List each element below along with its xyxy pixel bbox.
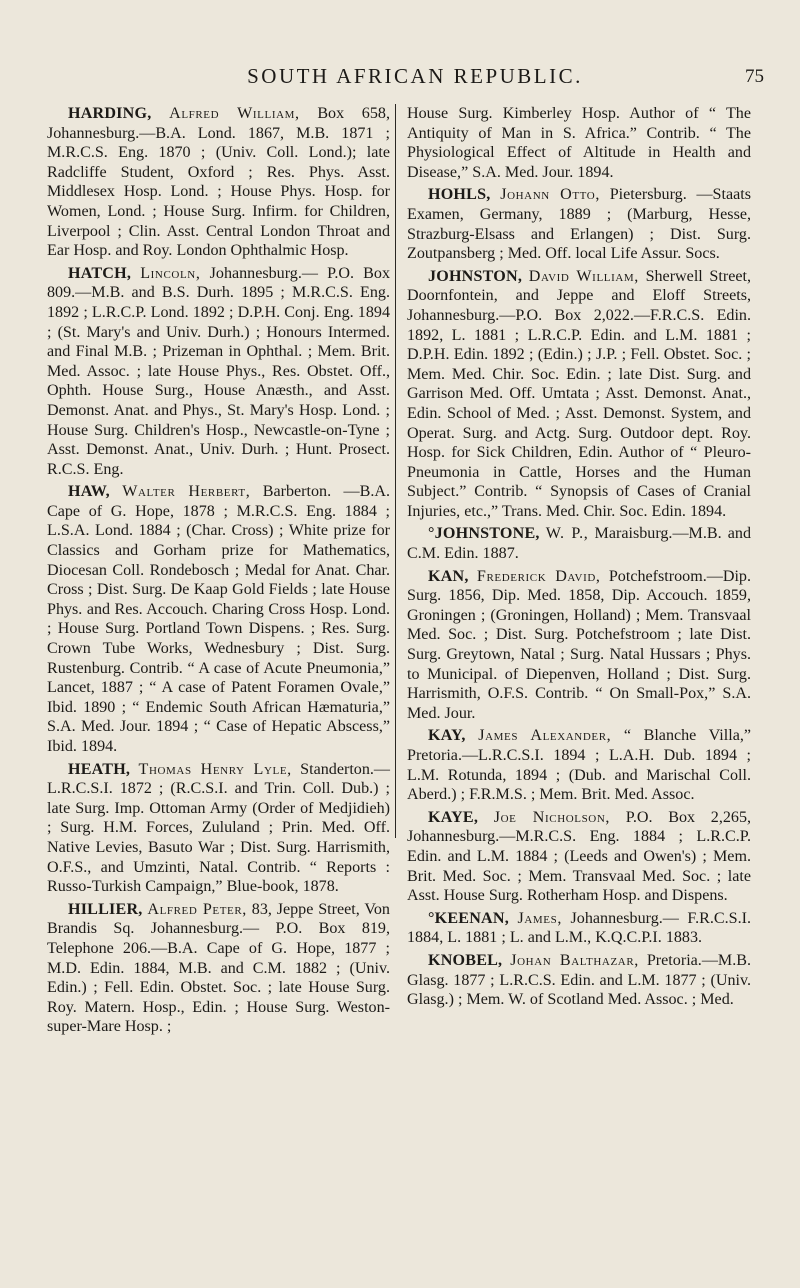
running-title: SOUTH AFRICAN REPUBLIC. xyxy=(247,64,583,88)
entry-details: House Surg. Kimberley Hosp. Author of “ The Antiquity of Man in S. Africa.” Contrib. “ The Physiological Effect of Altitude in Health and Disease,” S.A. Med. Jour. 1894. xyxy=(407,105,751,181)
entry-given-names: James, xyxy=(517,909,562,927)
directory-entry xyxy=(47,760,390,897)
entry-details: “ Blanche Villa,” Pretoria.—L.R.C.S.I. 1894 ; L.A.H. Dub. 1894 ; L.M. Rotunda, 1894 ; (Dub. and Marischal Coll. Aberd.) ; F.R.M.S. ; Mem. Brit. Med. Assoc. xyxy=(407,727,752,804)
entry-given-names: Joe Nicholson, xyxy=(493,808,611,826)
entry-surname: KAYE, xyxy=(428,808,479,826)
directory-entry xyxy=(407,909,751,948)
entry-surname: HATCH, xyxy=(68,264,132,282)
entry-given-names: Alfred William, xyxy=(169,105,300,122)
directory-entry xyxy=(407,267,751,522)
entry-surname: KAN, xyxy=(428,567,469,585)
entry-given-names: W. P., xyxy=(545,525,589,543)
entry-details: Standerton.—L.R.C.S.I. 1872 ; (R.C.S.I. and Trin. Coll. Dub.) ; late Surg. Imp. Ottoman Army (Order of Medjidieh) ; Surg. H.M. Forces, Zululand ; Prin. Med. Off. Native Levies, Basuto War ; Dist. Surg. Harrismith, O.F.S., and Umzinti, Natal. Contrib. “ Reports : Russo-Turkish Campaign,” Blue-book, 1878. xyxy=(47,760,390,896)
entry-details: Johannesburg.— P.O. Box 809.—M.B. and B.S. Durh. 1895 ; M.R.C.S. Eng. 1892 ; L.R.C.P. Lond. 1892 ; D.P.H. Conj. Eng. 1894 ; (St. Mary's and Univ. Durh.) ; Honours Intermed. and Final M.B. ; Prizeman in Ophthal. ; Mem. Brit. Med. Assoc. ; late House Phys., Res. Obstet. Off., Ophth. House Surg., House Anæsth., and Asst. Demonst. Anat. and Phys., St. Mary's Hosp. Lond. ; House Surg. Children's Hosp., Newcastle-on-Tyne ; Asst. Demonst. Anat., Univ. Durh. ; Hunt. Prosect. R.C.S. Eng. xyxy=(47,264,390,478)
entry-surname: JOHNSTON, xyxy=(428,267,523,285)
entry-given-names: James Alexander, xyxy=(478,727,612,745)
entry-given-names: Walter Herbert, xyxy=(122,483,251,501)
entry-surname: HARDING, xyxy=(68,105,152,122)
page-number: 75 xyxy=(745,66,764,87)
entry-surname: °JOHNSTONE, xyxy=(428,525,540,543)
entry-given-names: Johan Balthazar, xyxy=(510,951,639,969)
entry-details: Sherwell Street, Doornfontein, and Jeppe and Eloff Streets, Johannesburg.—P.O. Box 2,022.—F.R.C.S. Edin. 1892, L. 1881 ; L.R.C.P. Edin. and L.M. 1881 ; D.P.H. Edin. 1892 ; (Edin.) ; J.P. ; Fell. Obstet. Soc. ; Mem. Med. Chir. Soc. Edin. ; late Dist. Surg. and Garrison Med. Off. Umtata ; Asst. Demonst. Anat., Edin. School of Med. ; Asst. Demonst. System, and Operat. Surg. and Actg. Surg. Outdoor dept. Roy. Hosp. for Sick Children, Edin. Author of “ Pleuro-Pneumonia in Cattle, Horses and the Human Subject.” Contrib. “ Synopsis of Cases of Cranial Injuries, etc.,” Trans. Med. Chir. Soc. Edin. 1894. xyxy=(407,267,751,520)
entry-details: Maraisburg.—M.B. and C.M. Edin. 1887. xyxy=(407,525,751,563)
directory-entry xyxy=(47,482,390,756)
entry-surname: HEATH, xyxy=(68,760,131,778)
entry-given-names: Alfred Peter, xyxy=(147,900,247,918)
directory-entry xyxy=(407,726,751,804)
directory-entry xyxy=(407,808,751,906)
column-divider xyxy=(395,104,396,838)
directory-entry xyxy=(407,567,751,724)
directory-entry xyxy=(407,524,751,563)
entry-details: Johannesburg.— F.R.C.S.I. 1884, L. 1881 ; L. and L.M., K.Q.C.P.I. 1883. xyxy=(407,909,751,947)
entry-surname: HILLIER, xyxy=(68,900,143,918)
entry-details: Pietersburg. —Staats Examen, Germany, 1889 ; (Marburg, Hesse, Strazburg-Elsass and Erlangen) ; Dist. Surg. Zoutpansberg ; Med. Off. local Life Assur. Socs. xyxy=(407,186,751,263)
entry-details: Pretoria.—M.B. Glasg. 1877 ; L.R.C.S. Edin. and L.M. 1877 ; (Univ. Glasg.) ; Mem. W. of Scotland Med. Assoc. ; Med. xyxy=(407,951,752,1009)
directory-entry xyxy=(47,104,390,261)
directory-entry xyxy=(47,900,390,1037)
directory-entry xyxy=(407,951,751,1010)
entry-details: Potchefstroom.—Dip. Surg. 1856, Dip. Med. 1858, Dip. Accouch. 1859, Groningen ; (Groningen, Holland) ; Mem. Transvaal Med. Soc. ; Dist. Surg. Potchefstroom ; late Dist. Surg. Greytown, Natal ; Surg. Natal Hussars ; Phys. to Municipal. of Diepenven, Holland ; Dist. Surg. Harrismith, O.F.S. Contrib. “ On Small-Pox,” S.A. Med. Jour. xyxy=(407,567,751,722)
entry-given-names: Lincoln, xyxy=(140,264,201,282)
entry-given-names: Johann Otto, xyxy=(500,186,600,204)
entry-details: Barberton. —B.A. Cape of G. Hope, 1878 ; M.R.C.S. Eng. 1884 ; L.S.A. Lond. 1884 ; (Char. Cross) ; White prize for Classics and Gorham prize for Mathematics, Diocesan Coll. Rondebosch ; Medal for Anat. Char. Cross ; Dist. Surg. De Kaap Gold Fields ; late House Phys. and Res. Accouch. Charing Cross Hosp. Lond. ; House Surg. Portland Town Dispens. ; Res. Surg. Crown Tube Works, Wednesbury ; Dist. Surg. Rustenburg. Contrib. “ A case of Acute Pneumonia,” Lancet, 1887 ; “ A case of Patent Foramen Ovale,” Ibid. 1890 ; “ Endemic South African Hæmaturia,” S.A. Med. Jour. 1894 ; “ Case of Hepatic Abscess,” Ibid. 1894. xyxy=(47,483,390,755)
entry-surname: KNOBEL, xyxy=(428,951,503,969)
entry-details: P.O. Box 2,265, Johannesburg.—M.R.C.S. Eng. 1884 ; L.R.C.P. Edin. and L.M. 1884 ; (Leeds and Owen's) ; Mem. Brit. Med. Soc. ; Mem. Transvaal Med. Soc. ; late Asst. House Surg. Rotherham Hosp. and Dispens. xyxy=(407,808,752,905)
entry-surname: HOHLS, xyxy=(428,186,491,204)
directory-entry xyxy=(407,104,751,182)
left-column xyxy=(47,104,390,1040)
entry-details: 83, Jeppe Street, Von Brandis Sq. Johannesburg.— P.O. Box 819, Telephone 206.—B.A. Cape of G. Hope, 1877 ; M.D. Edin. 1884, M.B. and C.M. 1882 ; (Univ. Edin.) ; Fell. Edin. Obstet. Soc. ; late House Surg. Roy. Matern. Hosp., Edin. ; House Surg. Weston-super-Mare Hosp. ; xyxy=(47,900,390,1036)
entry-surname: KAY, xyxy=(428,727,466,745)
entry-surname: HAW, xyxy=(68,483,110,501)
entry-given-names: Frederick David, xyxy=(476,567,601,585)
entry-given-names: David William, xyxy=(528,267,639,285)
page-header xyxy=(0,64,800,98)
entry-given-names: Thomas Henry Lyle, xyxy=(138,760,292,778)
right-column xyxy=(407,104,751,1013)
directory-entry xyxy=(47,264,390,480)
directory-entry xyxy=(407,185,751,263)
entry-surname: °KEENAN, xyxy=(428,909,509,927)
entry-details: Box 658, Johannesburg.—B.A. Lond. 1867, M.B. 1871 ; M.R.C.S. Eng. 1870 ; (Univ. Coll. Lond.); late Radcliffe Student, Oxford ; Res. Phys. Asst. Middlesex Hosp. Lond. ; House Phys. Hosp. for Women, Lond. ; House Surg. Infirm. for Children, Liverpool ; Clin. Asst. Central London Throat and Ear Hosp. and Roy. London Ophthalmic Hosp. xyxy=(47,105,390,260)
